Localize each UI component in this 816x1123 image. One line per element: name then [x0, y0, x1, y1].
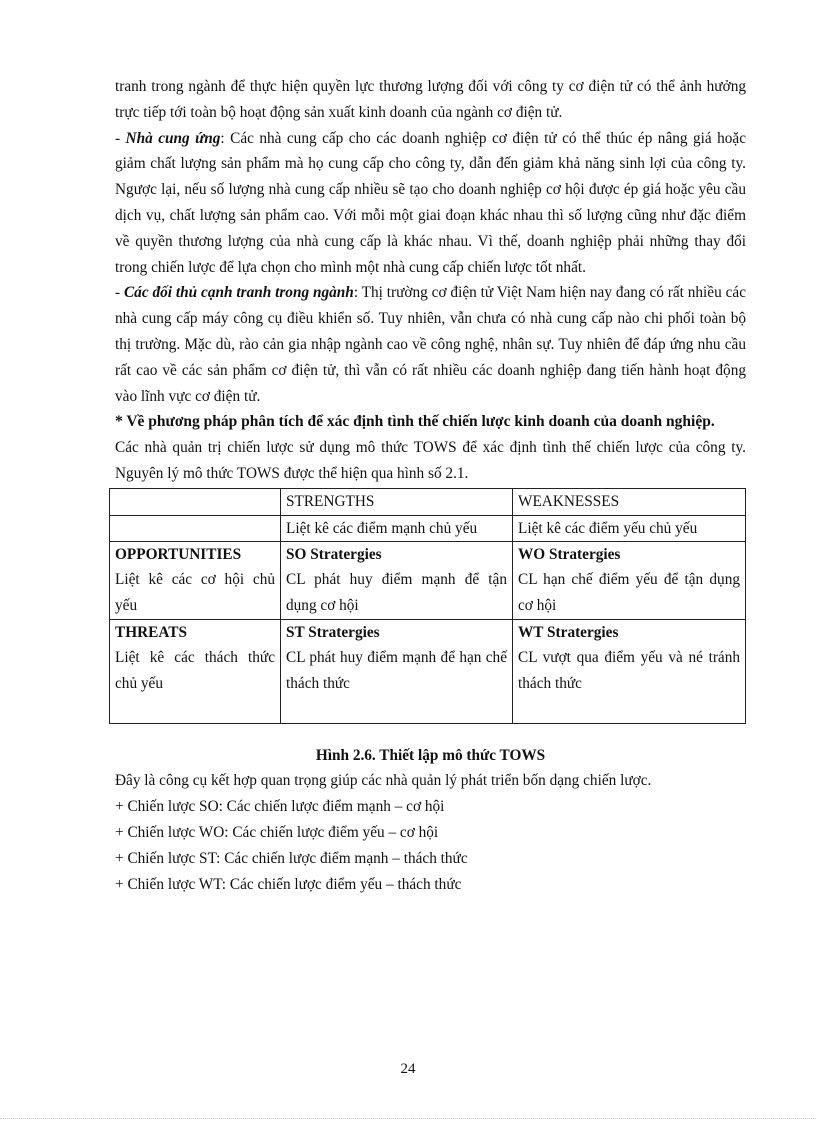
- threats-header: THREATS: [115, 623, 187, 641]
- wt-desc: CL vượt qua điểm yếu và né tránh thách thức: [518, 648, 740, 692]
- list-item: + Chiến lược WT: Các chiến lược điểm yếu – thách thức: [115, 875, 462, 893]
- opportunities-header: OPPORTUNITIES: [115, 546, 242, 564]
- list-item: + Chiến lược SO: Các chiến lược điểm mạnh – cơ hội: [115, 798, 445, 816]
- table-row: [110, 542, 746, 620]
- so-title: SO Stratergies: [286, 546, 382, 564]
- bullet-dash: -: [115, 129, 126, 147]
- wo-title: WO Stratergies: [518, 546, 621, 564]
- table-cell-weaknesses-desc: Liệt kê các điểm yếu chủ yếu: [513, 515, 746, 542]
- paragraph-strategies-intro: Đây là công cụ kết hợp quan trọng giúp các nhà quản lý phát triển bốn dạng chiến lược.: [115, 772, 652, 790]
- page-content: [115, 74, 746, 897]
- st-title: ST Stratergies: [286, 623, 380, 641]
- paragraph-competitors: [115, 280, 746, 409]
- lead-suppliers: Nhà cung ứng: [125, 129, 221, 147]
- wt-title: WT Stratergies: [518, 623, 619, 641]
- table-cell-threats: [110, 619, 281, 723]
- table-cell-st: [281, 619, 513, 723]
- table-cell-empty: [110, 515, 281, 542]
- table-row: [110, 619, 746, 723]
- paragraph-continued: tranh trong ngành để thực hiện quyền lực thương lượng đối với công ty cơ điện tử có thể ảnh hưởng trực tiếp tới toàn bộ hoạt động sản xuất kinh doanh của ngành cơ điện tử.: [115, 78, 746, 121]
- table-cell-so: [281, 542, 513, 620]
- text-suppliers: : Các nhà cung cấp cho các doanh nghiệp cơ điện tử có thể thúc ép nâng giá hoặc giảm chất lượng sản phẩm mà họ cung cấp cho công ty, dẫn đến giảm khả năng sinh lợi của công ty. Ngược lại, nếu số lượng nhà cung cấp nhiều sẽ tạo cho doanh nghiệp cơ hội được ép giá hoặc yêu cầu dịch vụ, chất lượng sản phẩm cao. Với mỗi một giai đoạn khác nhau thì số lượng cũng như đặc điểm về quyền thương lượng của nhà cung cấp là khác nhau. Vì thế, doanh nghiệp phải những thay đổi trong chiến lược để lựa chọn cho mình một nhà cung cấp chiến lược tốt nhất.: [115, 129, 747, 276]
- list-item: + Chiến lược ST: Các chiến lược điểm mạnh – thách thức: [115, 849, 468, 867]
- table-row: [110, 488, 746, 515]
- threats-desc: Liệt kê các thách thức chủ yếu: [115, 648, 275, 692]
- table-cell-empty: [110, 488, 281, 515]
- table-row: [110, 515, 746, 542]
- list-item: + Chiến lược WO: Các chiến lược điểm yếu – cơ hội: [115, 823, 439, 841]
- lead-competitors: Các đối thủ cạnh tranh trong ngành: [123, 284, 354, 302]
- table-cell-opportunities: [110, 542, 281, 620]
- st-desc: CL phát huy điểm mạnh để hạn chế thách thức: [286, 648, 507, 692]
- table-cell-wt: [513, 619, 746, 723]
- wo-desc: CL hạn chế điểm yếu để tận dụng cơ hội: [518, 571, 740, 615]
- so-desc: CL phát huy điểm mạnh để tận dụng cơ hội: [286, 571, 507, 615]
- table-cell-wo: [513, 542, 746, 620]
- table-cell-weaknesses-header: WEAKNESSES: [513, 488, 746, 515]
- table-cell-strengths-header: STRENGTHS: [281, 488, 513, 515]
- table-cell-strengths-desc: Liệt kê các điểm mạnh chủ yếu: [281, 515, 513, 542]
- paragraph-suppliers: [115, 126, 746, 281]
- page-bottom-edge: [0, 1118, 816, 1119]
- paragraph-tows-intro: Các nhà quản trị chiến lược sử dụng mô thức TOWS để xác định tình thế chiến lược của công ty. Nguyên lý mô thức TOWS được thể hiện qua hình số 2.1.: [115, 439, 746, 482]
- text-competitors: : Thị trường cơ điện tử Việt Nam hiện nay đang có rất nhiều các nhà cung cấp máy công cụ điều khiển số. Tuy nhiên, vẫn chưa có nhà cung cấp nào chi phối toàn bộ thị trường. Mặc dù, rào cản gia nhập ngành cao về công nghệ, nhân sự. Tuy nhiên để đáp ứng nhu cầu rất cao về các sản phẩm cơ điện tử, thì vẫn có rất nhiều các doanh nghiệp đang tiến hành hoạt động vào lĩnh vực cơ điện tử.: [115, 284, 746, 405]
- opportunities-desc: Liệt kê các cơ hội chủ yếu: [115, 571, 275, 615]
- figure-caption: Hình 2.6. Thiết lập mô thức TOWS: [315, 746, 546, 764]
- section-heading: * Về phương pháp phân tích để xác định tình thế chiến lược kinh doanh của doanh nghiệp.: [115, 413, 715, 431]
- bullet-dash: -: [115, 284, 124, 302]
- tows-matrix-table: [109, 488, 746, 724]
- page-number: 24: [400, 1061, 416, 1077]
